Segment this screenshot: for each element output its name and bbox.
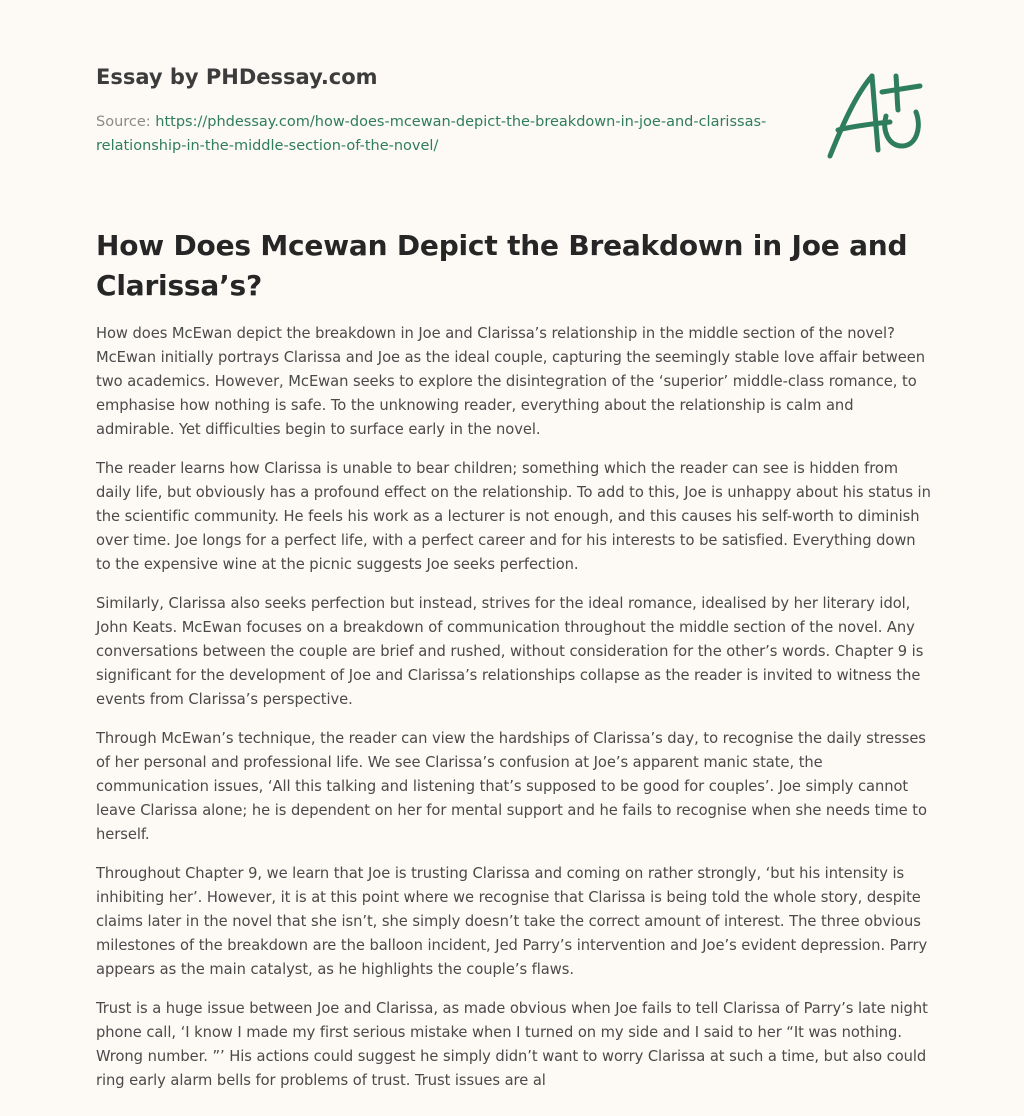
source-line bbox=[96, 110, 776, 158]
article-paragraph: How does McEwan depict the breakdown in Joe and Clarissa’s relationship in the middle section of the novel? McEwan initially portrays Clarissa and Joe as the ideal couple, capturing the seemingly stable love affair between two academics. However, McEwan seeks to explore the disintegration of the ‘superior’ middle-class romance, to emphasise how nothing is safe. To the unknowing reader, everything about the relationship is calm and admirable. Yet difficulties begin to surface early in the novel. bbox=[96, 325, 925, 438]
site-header bbox=[96, 62, 756, 92]
source-link[interactable]: https://phdessay.com/how-does-mcewan-depict-the-breakdown-in-joe-and-clarissas-relationship-in-the-middle-section-of-the-novel/ bbox=[96, 114, 767, 154]
article-paragraph: Trust is a huge issue between Joe and Clarissa, as made obvious when Joe fails to tell Clarissa of Parry’s late night phone call, ‘I know I made my first serious mistake when I turned on my side and I said to her “It was nothing. Wrong number. ”’ His actions could suggest he simply didn’t want to worry Clarissa at such a time, but also could ring early alarm bells for problems of trust. Trust issues are al bbox=[96, 1000, 928, 1089]
source-label: Source: bbox=[96, 114, 156, 130]
article-body bbox=[96, 322, 932, 1108]
article-paragraph: Through McEwan’s technique, the reader can view the hardships of Clarissa’s day, to recognise the daily stresses of her personal and professional life. We see Clarissa’s confusion at Joe’s apparent manic state, the communication issues, ‘All this talking and listening that’s supposed to be good for couples’. Joe simply cannot leave Clarissa alone; he is dependent on her for mental support and he fails to recognise when she needs time to herself. bbox=[96, 730, 927, 843]
article-title: How Does Mcewan Depict the Breakdown in Joe and Clarissa’s? bbox=[96, 229, 908, 302]
site-name[interactable]: Essay by PHDessay.com bbox=[96, 65, 378, 89]
article-paragraph: Throughout Chapter 9, we learn that Joe is trusting Clarissa and coming on rather strongly, ‘but his intensity is inhibiting her’. However, it is at this point where we recognise that Clarissa is being told the whole story, despite claims later in the novel that she isn’t, she simply doesn’t take the correct amount of interest. The three obvious milestones of the breakdown are the balloon incident, Jed Parry’s intervention and Joe’s evident depression. Parry appears as the main catalyst, as he highlights the couple’s flaws. bbox=[96, 865, 928, 978]
article-paragraph: Similarly, Clarissa also seeks perfection but instead, strives for the ideal romance, idealised by her literary idol, John Keats. McEwan focuses on a breakdown of communication throughout the middle section of the novel. Any conversations between the couple are brief and rushed, without consideration for the other’s words. Chapter 9 is significant for the development of Joe and Clarissa’s relationships collapse as the reader is invited to witness the events from Clarissa’s perspective. bbox=[96, 595, 924, 708]
a-plus-grade-icon bbox=[820, 64, 930, 168]
article-paragraph: The reader learns how Clarissa is unable to bear children; something which the reader can see is hidden from daily life, but obviously has a profound effect on the relationship. To add to this, Joe is unhappy about his status in the scientific community. He feels his work as a lecturer is not enough, and this causes his self-worth to diminish over time. Joe longs for a perfect life, with a perfect career and for his interests to be satisfied. Everything down to the expensive wine at the picnic suggests Joe seeks perfection. bbox=[96, 460, 931, 573]
